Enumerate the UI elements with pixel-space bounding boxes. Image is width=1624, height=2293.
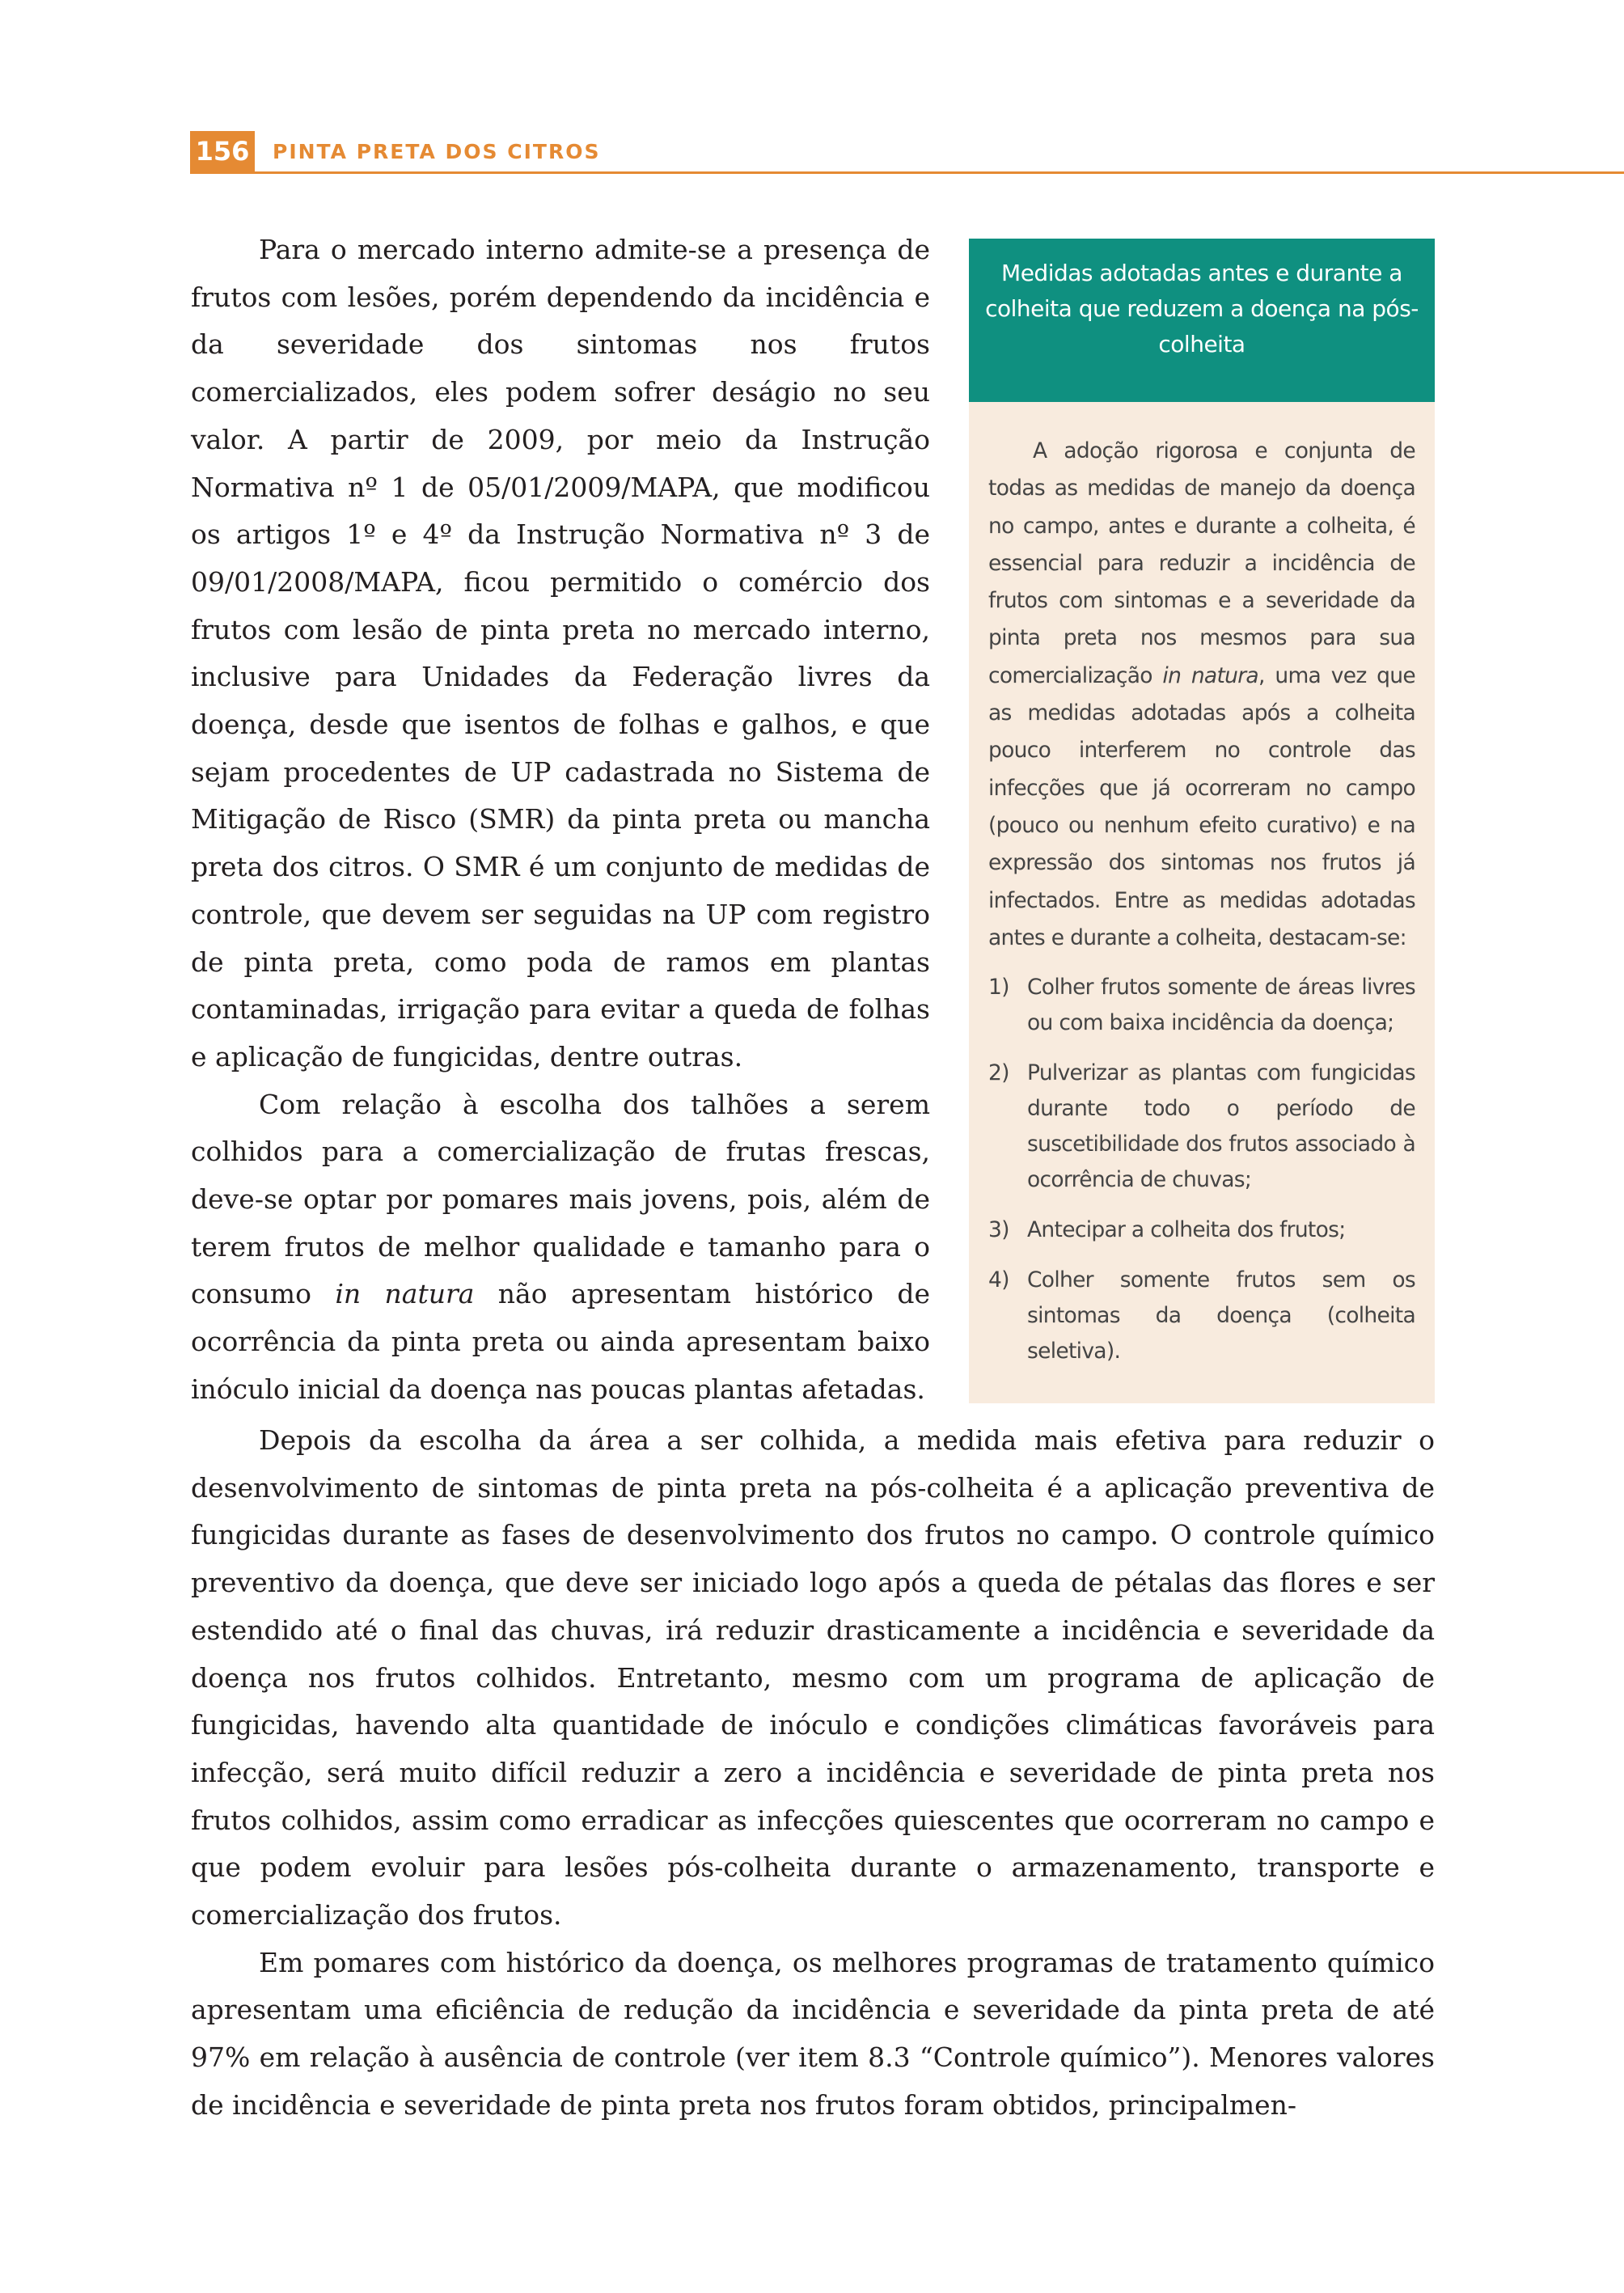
italic-term: in natura <box>335 1278 475 1310</box>
list-item-number: 3) <box>988 1217 1009 1243</box>
list-item <box>988 1056 1415 1198</box>
list-item <box>988 970 1415 1041</box>
sidebar-body <box>969 402 1435 1369</box>
paragraph-aplicacao-preventiva: Depois da escolha da área a ser colhida, a medida mais efetiva para reduzir o desenvolvimento de sintomas de pinta preta na pós-colheita é a aplicação preventiva de fungicidas durante as fases de desenvolvimento dos frutos no campo. O controle químico preventivo da doença, que deve ser iniciado logo após a queda de pétalas das flores e ser estendido até o final das chuvas, irá reduzir drasticamente a incidência e severidade da doença nos frutos colhidos. Entretanto, mesmo com um programa de aplicação de fungicidas, havendo alta quantidade de inóculo e condições climáticas favoráveis para infecção, será muito difícil reduzir a zero a incidência e severidade de pinta preta nos frutos colhidos, assim como erradicar as infecções quiescentes que ocorreram no campo e que podem evoluir para lesões pós-colheita durante o armazenamento, transporte e comercialização dos frutos. <box>191 1424 1435 1931</box>
sidebar-title: Medidas adotadas antes e durante a colheita que reduzem a doença na pós-colheita <box>969 239 1435 402</box>
paragraph-text: não apresentam histórico de ocorrência da pinta preta ou ainda apresentam baixo inóculo inicial da doença nas poucas plantas afetadas. <box>191 1278 930 1405</box>
paragraph-mercado-interno: Para o mercado interno admite-se a presença de frutos com lesões, porém dependendo da incidência e da severidade dos sintomas nos frutos comercializados, eles podem sofrer deságio no seu valor. A partir de 2009, por meio da Instrução Normativa nº 1 de 05/01/2009/MAPA, que modificou os artigos 1º e 4º da Instrução Normativa nº 3 de 09/01/2008/MAPA, ficou permitido o comércio dos frutos com lesão de pinta preta no mercado interno, inclusive para Unidades da Federação livres da doença, desde que isentos de folhas e galhos, e que sejam procedentes de UP cadastrada no Sistema de Mitigação de Risco (SMR) da pinta preta ou mancha preta dos citros. O SMR é um conjunto de medidas de controle, que devem ser seguidas na UP com registro de pinta preta, como poda de ramos em plantas contaminadas, irrigação para evitar a queda de folhas e aplicação de fungicidas, dentre outras. <box>191 234 930 1072</box>
paragraph-escolha-talhoes <box>191 1081 930 1414</box>
paragraph-text: Com relação à escolha dos talhões a serem colhidos para a comercialização de frutas frescas, deve-se optar por pomares mais jovens, pois, além de terem frutos de melhor qualidade e tamanho para o consumo <box>191 1088 930 1310</box>
list-item-text: Pulverizar as plantas com fungicidas durante todo o período de suscetibilidade dos frutos associado à ocorrência de chuvas; <box>1027 1060 1415 1193</box>
list-item-text: Colher frutos somente de áreas livres ou com baixa incidência da doença; <box>1027 975 1415 1036</box>
sidebar-list <box>988 970 1415 1369</box>
sidebar-intro <box>988 433 1415 957</box>
italic-term: in natura <box>1162 662 1258 688</box>
list-item-number: 1) <box>988 975 1009 1001</box>
list-item-number: 2) <box>988 1060 1009 1086</box>
running-title: PINTA PRETA DOS CITROS <box>273 140 601 163</box>
paragraph-historico-doenca: Em pomares com histórico da doença, os melhores programas de tratamento químico apresentam uma eficiência de redução da incidência e severidade da pinta preta de até 97% em relação à ausência de controle (ver item 8.3 “Controle químico”). Menores valores de incidência e severidade de pinta preta nos frutos foram obtidos, principalmen- <box>191 1946 1435 2121</box>
list-item-text: Antecipar a colheita dos frutos; <box>1027 1217 1346 1243</box>
list-item-text: Colher somente frutos sem os sintomas da doença (colheita seletiva). <box>1027 1267 1415 1364</box>
sidebar-intro-text: A adoção rigorosa e conjunta de todas as medidas de manejo da doença no campo, antes e durante a colheita, é essencial para reduzir a incidência de frutos com sintomas e a severidade da pinta preta nos mesmos para sua comercialização <box>988 438 1415 688</box>
full-width-text <box>191 1417 1435 2130</box>
sidebar-box <box>969 239 1435 1403</box>
page-header <box>190 131 1624 174</box>
sidebar-intro-text: , uma vez que as medidas adotadas após a colheita pouco interferem no controle das infecções que já ocorreram no campo (pouco ou nenhum efeito curativo) e na expressão dos sintomas nos frutos já infectados. Entre as medidas adotadas antes e durante a colheita, destacam-se: <box>988 662 1415 950</box>
page-number: 156 <box>190 131 255 171</box>
list-item-number: 4) <box>988 1267 1009 1293</box>
list-item <box>988 1263 1415 1369</box>
left-column-text <box>191 226 930 1414</box>
list-item <box>988 1212 1415 1248</box>
